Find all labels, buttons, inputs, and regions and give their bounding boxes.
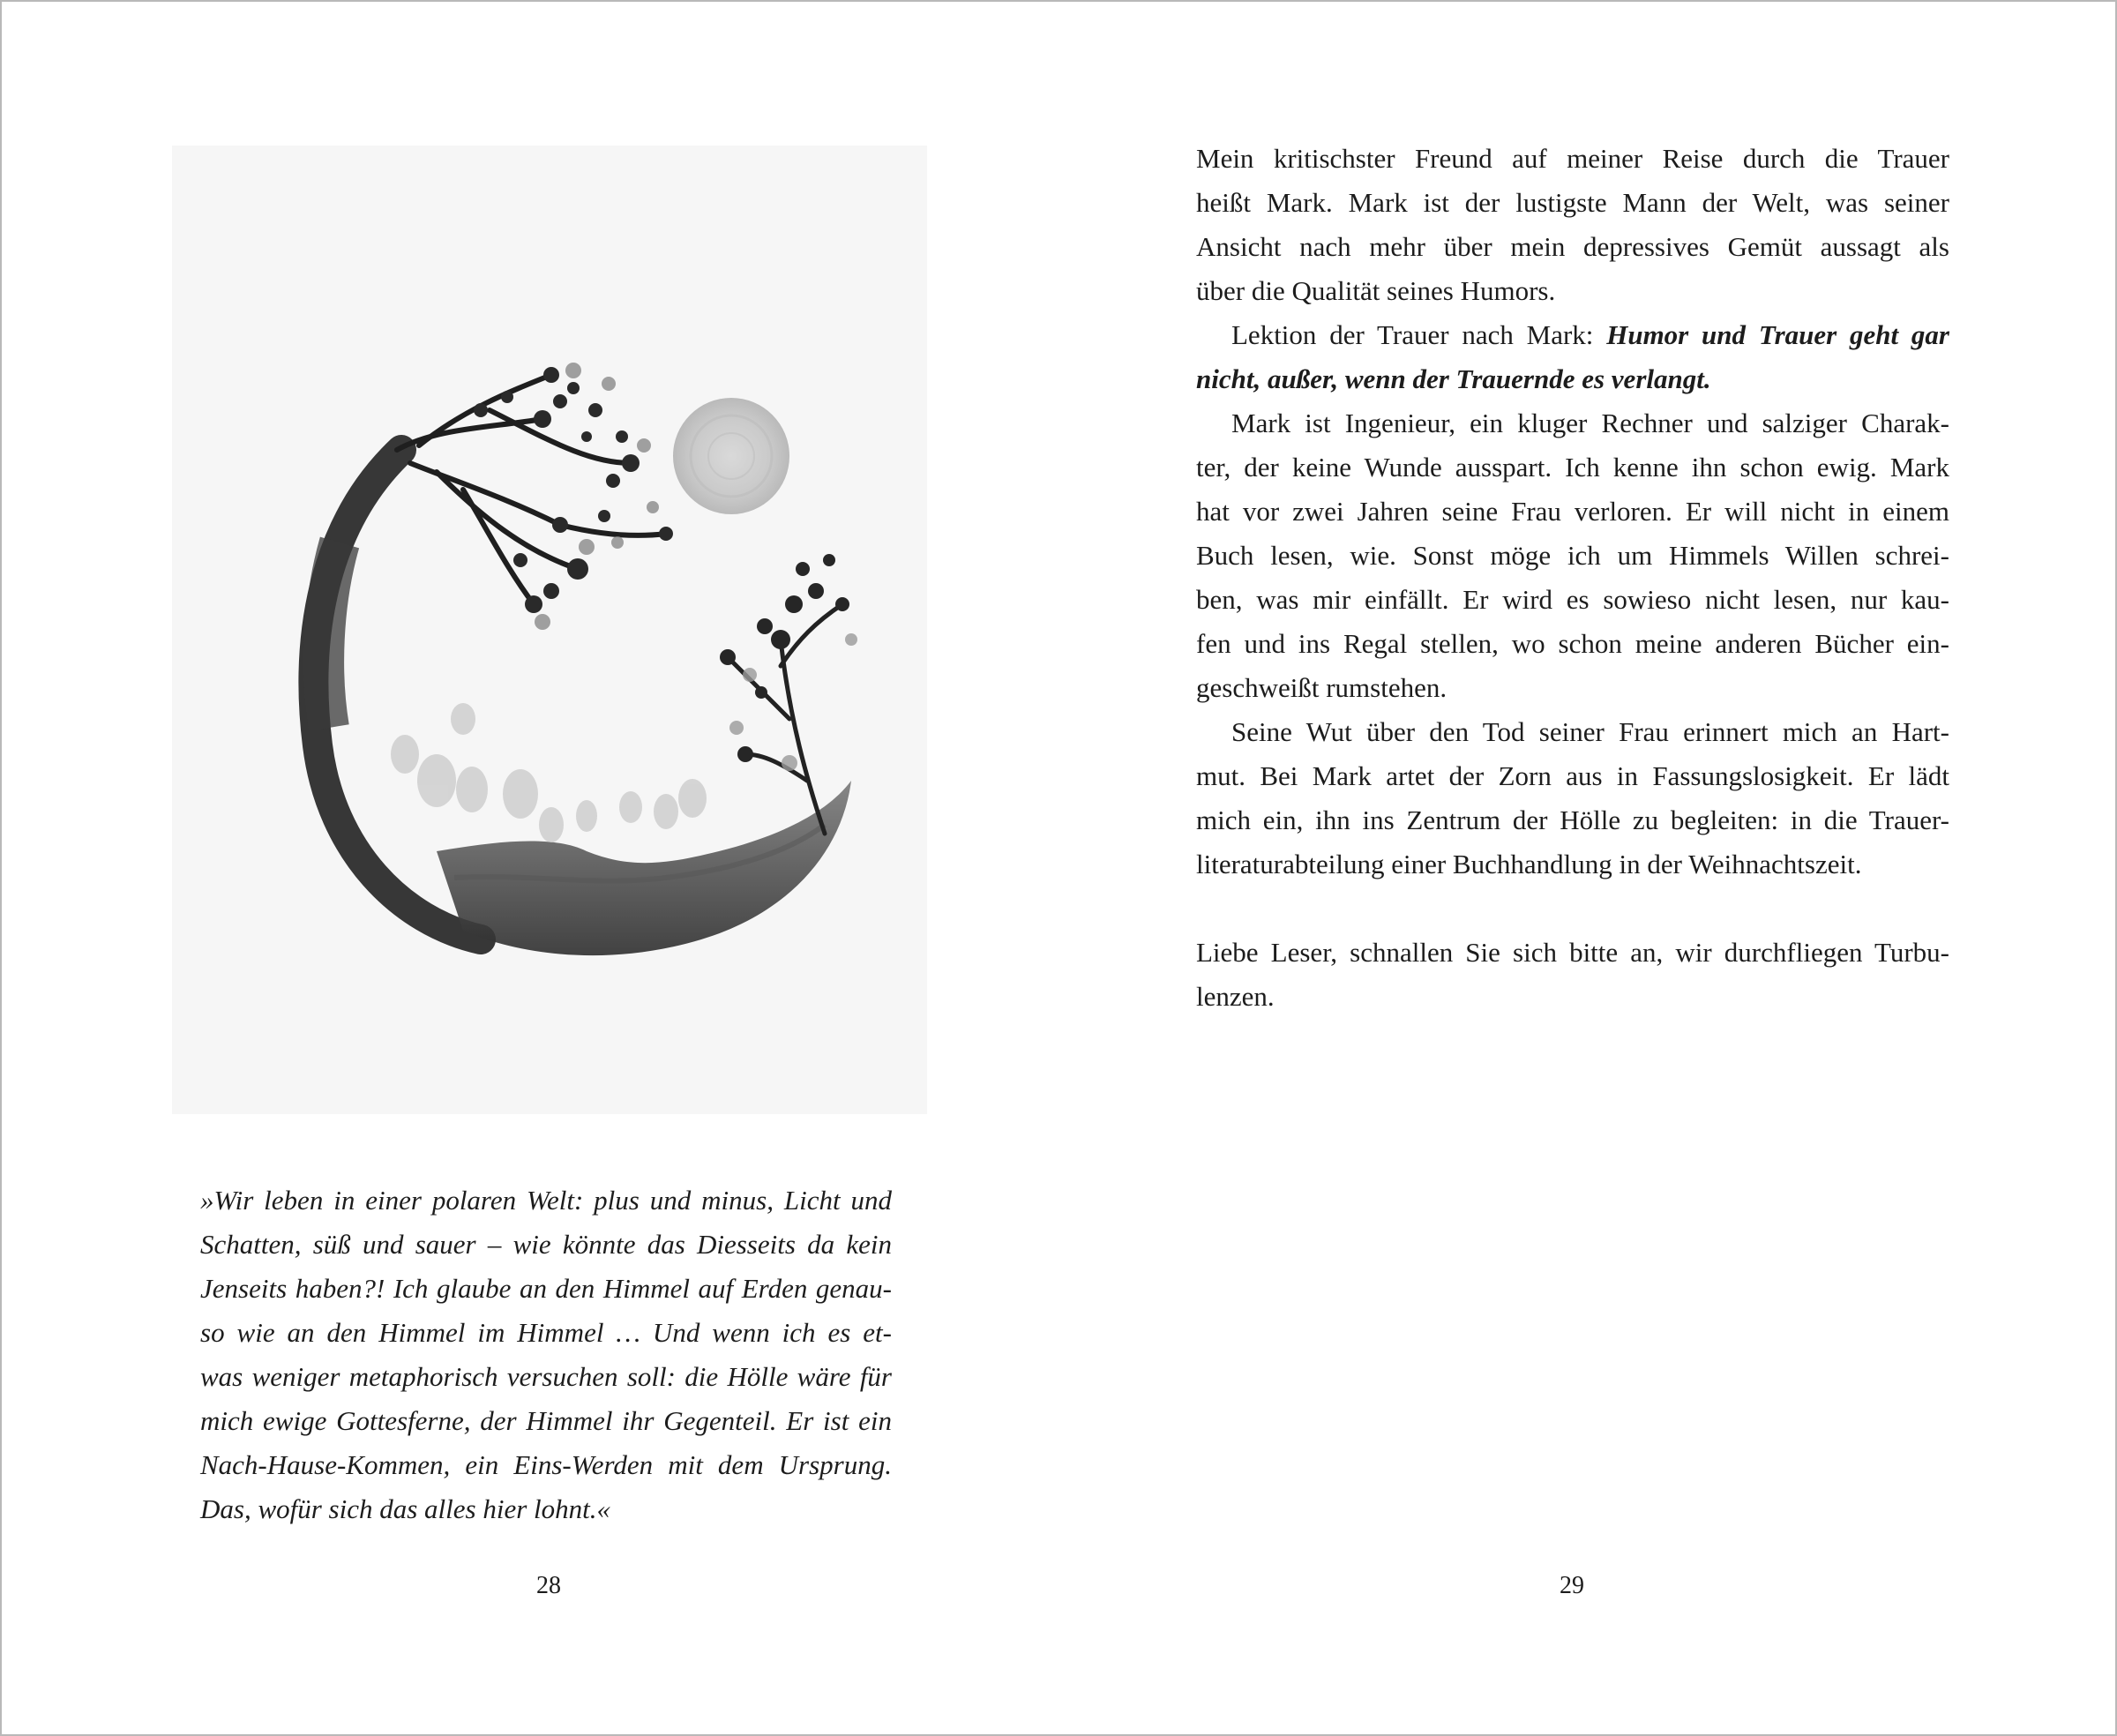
text-line: heißt Mark. Mark ist der lustigste Mann der Welt, was seiner [1196,187,1949,218]
ink-illustration [172,146,927,1114]
text-line: über die Qualität seines Humors. [1196,275,1556,306]
quote-line: mich ewige Gottesferne, der Himmel ihr Gegenteil. Er ist ein [200,1405,892,1436]
quote-line: Nach-Hause-Kommen, ein Eins-Werden mit dem Ursprung. [200,1449,892,1480]
page-number-right: 29 [1560,1572,1584,1599]
text-line: mut. Bei Mark artet der Zorn aus in Fassungslosigkeit. Er lädt [1196,760,1949,791]
quote-line: Das, wofür sich das alles hier lohnt.« [200,1493,611,1524]
quote-line: was weniger metaphorisch versuchen soll: die Hölle wäre für [200,1361,892,1392]
text-line: Liebe Leser, schnallen Sie sich bitte an, wir durchfliegen Turbu- [1196,937,1949,968]
quote-line: Jenseits haben?! Ich glaube an den Himmel auf Erden genau- [200,1273,892,1304]
lesson-line [1196,357,1949,401]
text-line: ben, was mir einfällt. Er wird es sowieso nicht lesen, nur kau- [1196,584,1949,615]
paragraph-gap [1196,887,1949,931]
quote-line: so wie an den Himmel im Himmel … Und wenn ich es et- [200,1317,892,1348]
page-number-left: 28 [536,1572,561,1599]
lesson-emphasis: Humor und Trauer geht gar [1606,319,1950,350]
text-line: mich ein, ihn ins Zentrum der Hölle zu begleiten: in die Trauer- [1196,804,1949,835]
text-line: hat vor zwei Jahren seine Frau verloren. Er will nicht in einem [1196,496,1949,527]
text-line: Ansicht nach mehr über mein depressives Gemüt aussagt als [1196,231,1949,262]
text-line: Mein kritischster Freund auf meiner Reise durch die Trauer [1196,143,1949,174]
text-line: lenzen. [1196,981,1275,1012]
quote-line: »Wir leben in einer polaren Welt: plus und minus, Licht und [200,1185,892,1216]
text-line: Seine Wut über den Tod seiner Frau erinnert mich an Hart- [1231,716,1949,747]
text-line: literaturabteilung einer Buchhandlung in der Weihnachtszeit. [1196,849,1862,879]
lesson-prefix: Lektion der Trauer nach Mark: [1231,319,1607,350]
body-text [1196,137,1949,1019]
text-line: Buch lesen, wie. Sonst möge ich um Himmels Willen schrei- [1196,540,1949,571]
quote-line: Schatten, süß und sauer – wie könnte das Diesseits da kein [200,1229,892,1260]
text-line: geschweißt rumstehen. [1196,672,1447,703]
lesson-emphasis: nicht, außer, wenn der Trauernde es verlangt. [1196,363,1711,394]
text-line: ter, der keine Wunde ausspart. Ich kenne ihn schon ewig. Mark [1196,452,1949,483]
lesson-line [1196,313,1949,357]
quote-block [200,1179,892,1531]
ink-circle-landscape-icon [172,146,927,1114]
text-line: fen und ins Regal stellen, wo schon meine anderen Bücher ein- [1196,628,1949,659]
text-line: Mark ist Ingenieur, ein kluger Rechner und salziger Charak- [1231,408,1949,438]
